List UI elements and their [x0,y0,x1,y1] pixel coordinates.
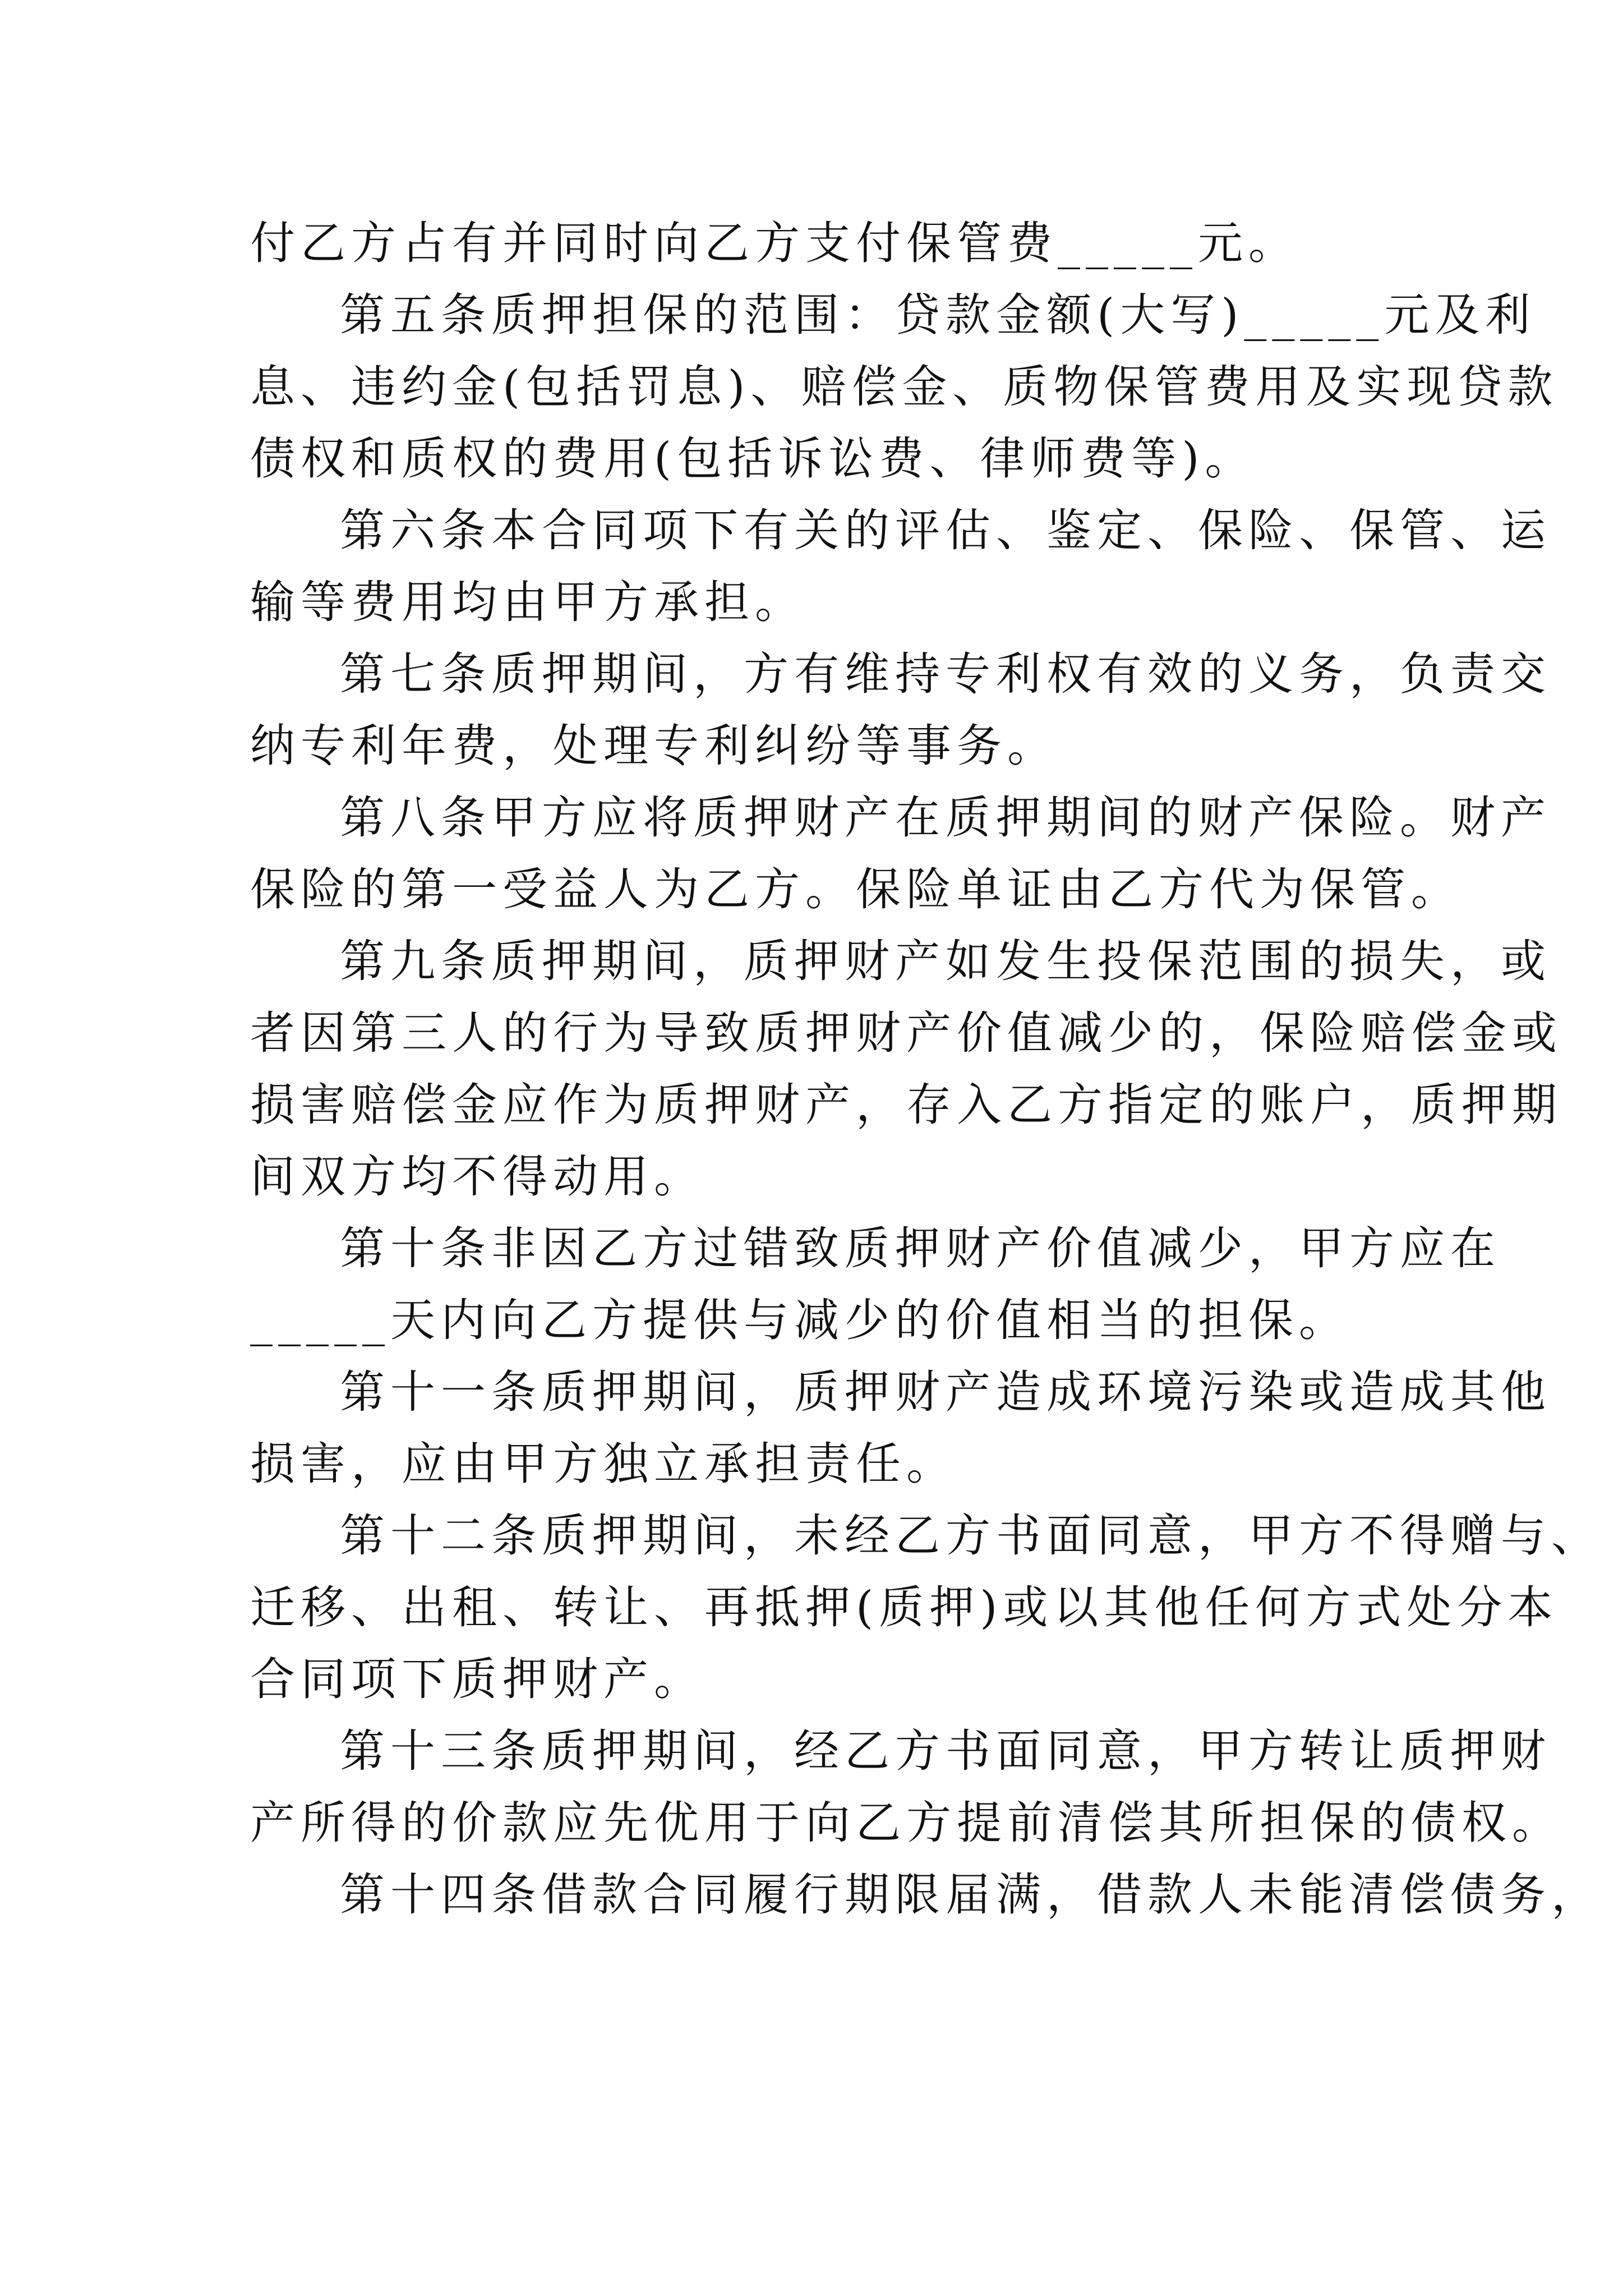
text-line: 合同项下质押财产。 [250,1653,704,1705]
text-line: _____天内向乙方提供与减少的价值相当的担保。 [250,1294,1349,1346]
text-line: 输等费用均由甲方承担。 [250,576,805,628]
paragraph-first-line: 第十三条质押期间，经乙方书面同意，甲方转让质押财 [340,1725,1551,1777]
paragraph-first-line: 第九条质押期间，质押财产如发生投保范围的损失，或 [340,935,1551,987]
paragraph-first-line: 第八条甲方应将质押财产在质押期间的财产保险。财产 [340,792,1551,844]
paragraph-first-line: 第七条质押期间，方有维持专利权有效的义务，负责交 [340,648,1551,700]
paragraph-first-line: 第五条质押担保的范围：贷款金额(大写)_____元及利 [340,289,1536,341]
text-line: 迁移、出租、转让、再抵押(质押)或以其他任何方式处分本 [250,1581,1559,1634]
document-body [250,208,1602,1931]
text-line: 纳专利年费，处理专利纠纷等事务。 [250,720,1058,772]
text-line: 付乙方占有并同时向乙方支付保管费_____元。 [250,217,1299,269]
paragraph-first-line: 第十二条质押期间，未经乙方书面同意，甲方不得赠与、 [340,1510,1602,1562]
text-line: 息、违约金(包括罚息)、赔偿金、质物保管费用及实现贷款 [250,361,1559,413]
paragraph-first-line: 第十四条借款合同履行期限届满，借款人未能清偿债务， [340,1869,1602,1921]
text-line: 损害，应由甲方独立承担责任。 [250,1438,957,1490]
text-line: 债权和质权的费用(包括诉讼费、律师费等)。 [250,432,1256,485]
text-line: 损害赔偿金应作为质押财产，存入乙方指定的账户，质押期 [250,1079,1562,1131]
text-line: 间双方均不得动用。 [250,1151,704,1203]
text-line: 产所得的价款应先优用于向乙方提前清偿其所担保的债权。 [250,1797,1562,1849]
paragraph-first-line: 第六条本合同项下有关的评估、鉴定、保险、保管、运 [340,504,1551,556]
text-line: 者因第三人的行为导致质押财产价值减少的，保险赔偿金或 [250,1007,1562,1059]
text-line: 保险的第一受益人为乙方。保险单证由乙方代为保管。 [250,863,1461,915]
paragraph-first-line: 第十条非因乙方过错致质押财产价值减少，甲方应在 [340,1222,1501,1274]
paragraph-first-line: 第十一条质押期间，质押财产造成环境污染或造成其他 [340,1366,1551,1418]
